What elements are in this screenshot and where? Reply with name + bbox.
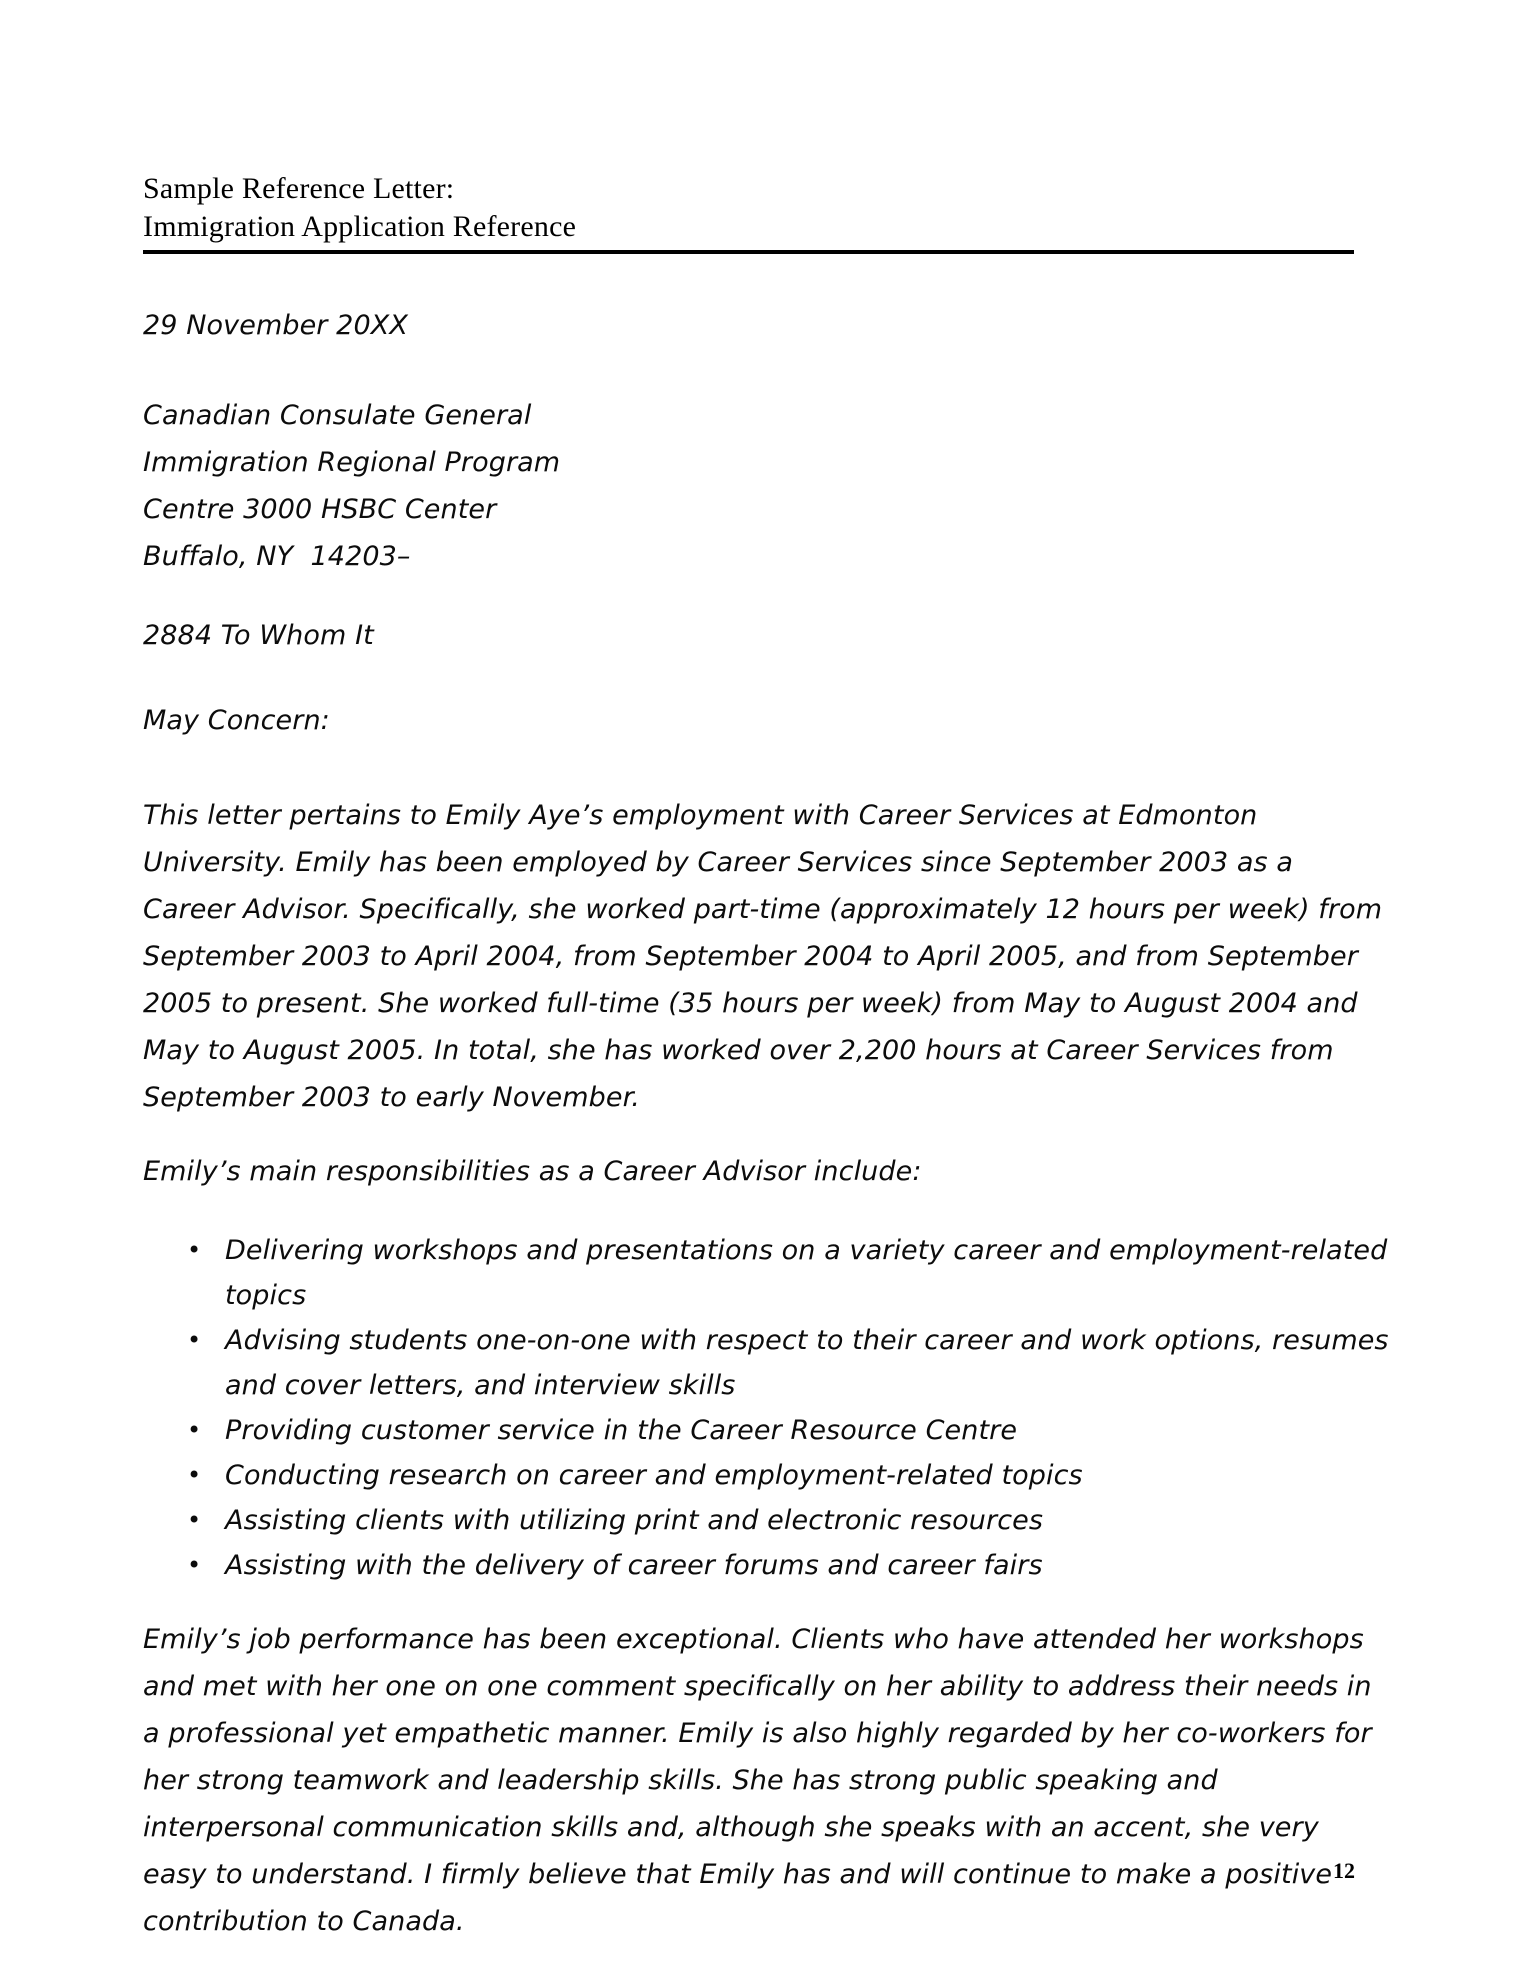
address-line: Immigration Regional Program	[143, 447, 561, 478]
title-divider	[143, 250, 1354, 254]
address-line: Buffalo, NY 14203–	[143, 541, 411, 572]
responsibility-item: • Conducting research on career and employment-related topics	[143, 1453, 1390, 1498]
salutation-line2: May Concern:	[143, 705, 330, 736]
page-number: 12	[1333, 1858, 1355, 1883]
responsibility-item: • Assisting with the delivery of career forums and career fairs	[143, 1543, 1390, 1588]
document-header	[143, 170, 1390, 254]
recipient-address	[143, 392, 1390, 580]
responsibility-item: • Delivering workshops and presentations on a variety career and employment-related topics	[143, 1228, 1390, 1318]
responsibility-item: • Providing customer service in the Career Resource Centre	[143, 1408, 1390, 1453]
document-title-line1: Sample Reference Letter:	[143, 172, 455, 205]
paragraph-employment-history: This letter pertains to Emily Aye’s employment with Career Services at Edmonton University. Emily has been employed by Career Services since September 2003 as a Career Advisor. Specifically, she worked part-time (approximately 12 hours per week) from September 2003 to April 2004, from September 2004 to April 2005, and from September 2005 to present. She worked full-time (35 hours per week) from May to August 2004 and May to August 2005. In total, she has worked over 2,200 hours at Career Services from September 2003 to early November.	[143, 800, 1383, 1113]
letter-content	[143, 170, 1390, 1972]
address-line: Centre 3000 HSBC Center	[143, 494, 497, 525]
responsibility-item: • Advising students one-on-one with respect to their career and work options, resumes and cover letters, and interview skills	[143, 1318, 1390, 1408]
address-line: Canadian Consulate General	[143, 400, 532, 431]
document-title-line2: Immigration Application Reference	[143, 210, 577, 243]
salutation-line1: 2884 To Whom It	[143, 620, 374, 651]
responsibility-item: • Assisting clients with utilizing print and electronic resources	[143, 1498, 1390, 1543]
letter-date: 29 November 20XX	[143, 310, 408, 341]
document-title	[143, 170, 1390, 246]
responsibilities-intro: Emily’s main responsibilities as a Career Advisor include:	[143, 1156, 922, 1187]
paragraph-job-performance: Emily’s job performance has been exceptional. Clients who have attended her workshops and met with her one on one comment specifically on her ability to address their needs in a professional yet empathetic manner. Emily is also highly regarded by her co-workers for her strong teamwork and leadership skills. She has strong public speaking and interpersonal communication skills and, although she speaks with an accent, she very easy to understand. I firmly believe that Emily has and will continue to make a positive contribution to Canada.	[143, 1624, 1372, 1937]
responsibilities-list	[143, 1228, 1390, 1588]
